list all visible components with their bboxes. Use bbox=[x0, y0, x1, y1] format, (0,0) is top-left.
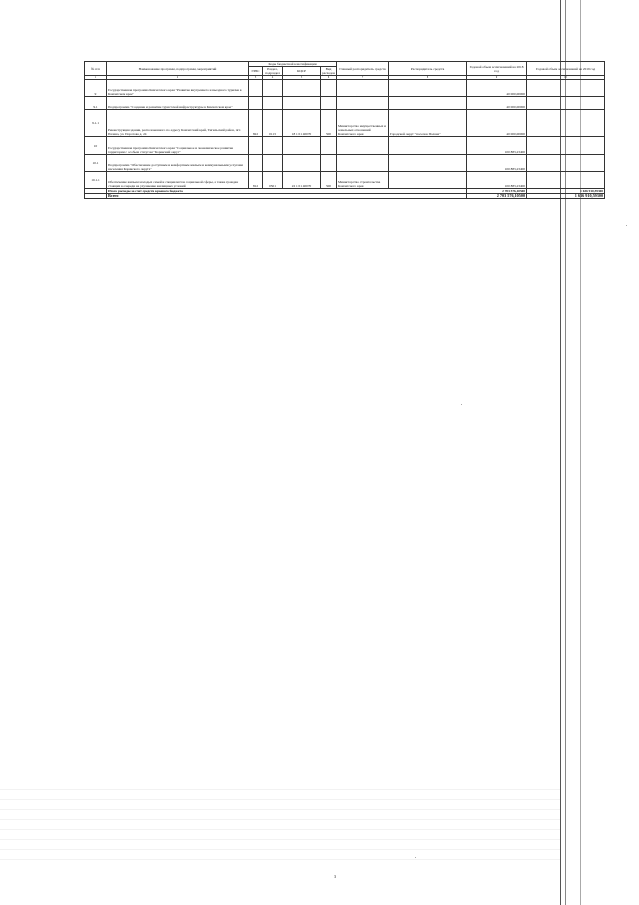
index-cell: 9 bbox=[467, 76, 527, 80]
index-cell: 3 bbox=[249, 76, 263, 80]
subtotal-2019: 1 636 910,59300 bbox=[527, 189, 605, 194]
scan-noise bbox=[0, 780, 560, 860]
table-row bbox=[85, 80, 605, 97]
table-row bbox=[85, 172, 605, 189]
col-grbs-header: ГРБС bbox=[249, 67, 263, 76]
col-name-header: Наименование программ, подпрограмм, мероприятий bbox=[107, 62, 249, 76]
row-num: 10 bbox=[85, 137, 107, 155]
codes-group-header: Коды бюджетной классификации bbox=[249, 62, 337, 67]
table-row bbox=[85, 155, 605, 172]
row-num: 9.1 bbox=[85, 97, 107, 110]
row-ksr: 22 1 01 40070 bbox=[283, 172, 321, 189]
row-name: Реконструкция здания, расположенного по адресу Камчатский край, Тигильский район, пгт. Палана, ул. Поротова д. 24 bbox=[107, 110, 249, 137]
row-2018: 100 883,23400 bbox=[467, 137, 527, 155]
row-grbs: 822 bbox=[249, 110, 263, 137]
col-glavny-header: Главный распорядитель средств bbox=[337, 62, 389, 76]
row-glavny: Министерство имущественных и земельных отношений Камчатского края bbox=[337, 110, 389, 137]
col-2019-header: Годовой объем ассигнований на 2019 год bbox=[527, 62, 605, 76]
col-razdel-header: Раздел, подраздел bbox=[263, 67, 283, 76]
row-name: Подпрограмма "Обеспечение доступным и комфортным жильем и коммунальными услугами населения Корякского округа" bbox=[107, 155, 249, 172]
row-2018: 40 000,00000 bbox=[467, 110, 527, 137]
total-2018: 2 703 576,10500 bbox=[467, 194, 527, 199]
row-num: 10.1 bbox=[85, 155, 107, 172]
row-glavny: Министерство строительства Камчатского края bbox=[337, 172, 389, 189]
scan-speck bbox=[626, 225, 627, 226]
row-name: Подпрограмма "Создание и развитие туристской инфраструктуры в Камчатском крае" bbox=[107, 97, 249, 110]
row-name: Обеспечение жильем молодых семей и специалистов социальной сферы, а также граждан стоящих в очереди на улучшение жилищных условий bbox=[107, 172, 249, 189]
index-cell: 1 bbox=[85, 76, 107, 80]
total-row bbox=[85, 194, 605, 199]
col-ksr-header: КЦСР bbox=[283, 67, 321, 76]
index-cell: 5 bbox=[283, 76, 321, 80]
table-row bbox=[85, 137, 605, 155]
header-row bbox=[85, 62, 605, 67]
col-vid-header: Вид расходов bbox=[322, 67, 335, 76]
row-num: 10.1.1 bbox=[85, 172, 107, 189]
index-cell: 10 bbox=[527, 76, 605, 80]
row-num: 9 bbox=[85, 80, 107, 97]
row-num: 9.1.1 bbox=[85, 110, 107, 137]
row-name: Государственная программа Камчатского края "Развитие внутреннего и въездного туризма в Камчатском крае" bbox=[107, 80, 249, 97]
row-ksr: 18 1 01 40070 bbox=[283, 110, 321, 137]
row-name: Государственная программа Камчатского края "Социальное и экономическое развитие территории с особым статусом "Корякский округ" bbox=[107, 137, 249, 155]
page-number: 3 bbox=[334, 874, 336, 879]
index-cell: 7 bbox=[337, 76, 389, 80]
subtotal-label: Итого расходы за счет средств краевого бюджета bbox=[107, 189, 467, 194]
col-rasp-header: Распорядитель средств bbox=[389, 62, 467, 76]
row-vid: 500 bbox=[321, 172, 337, 189]
row-rasp: Городской округ "поселок Палана" bbox=[389, 110, 467, 137]
index-cell: 6 bbox=[321, 76, 337, 80]
col-num-header: № п/п bbox=[85, 62, 107, 76]
index-cell: 2 bbox=[107, 76, 249, 80]
row-razdel: 0113 bbox=[263, 110, 283, 137]
index-cell: 4 bbox=[263, 76, 283, 80]
row-2018: 40 000,00000 bbox=[467, 80, 527, 97]
index-cell: 8 bbox=[389, 76, 467, 80]
scan-speck bbox=[461, 404, 462, 405]
row-vid: 500 bbox=[321, 110, 337, 137]
row-2018: 40 000,00000 bbox=[467, 97, 527, 110]
total-2019: 1 636 910,59300 bbox=[527, 194, 605, 199]
budget-table bbox=[84, 61, 605, 199]
col-2018-header: Годовой объем ассигнований на 2018 год bbox=[467, 62, 527, 76]
subtotal-2018: 2 703 576,10500 bbox=[467, 189, 527, 194]
total-label: Всего bbox=[107, 194, 467, 199]
row-2018: 100 883,23400 bbox=[467, 172, 527, 189]
scan-speck bbox=[415, 857, 416, 858]
row-razdel: 0501 bbox=[263, 172, 283, 189]
table-row bbox=[85, 97, 605, 110]
row-2018: 100 883,23400 bbox=[467, 155, 527, 172]
row-grbs: 812 bbox=[249, 172, 263, 189]
table-row bbox=[85, 110, 605, 137]
